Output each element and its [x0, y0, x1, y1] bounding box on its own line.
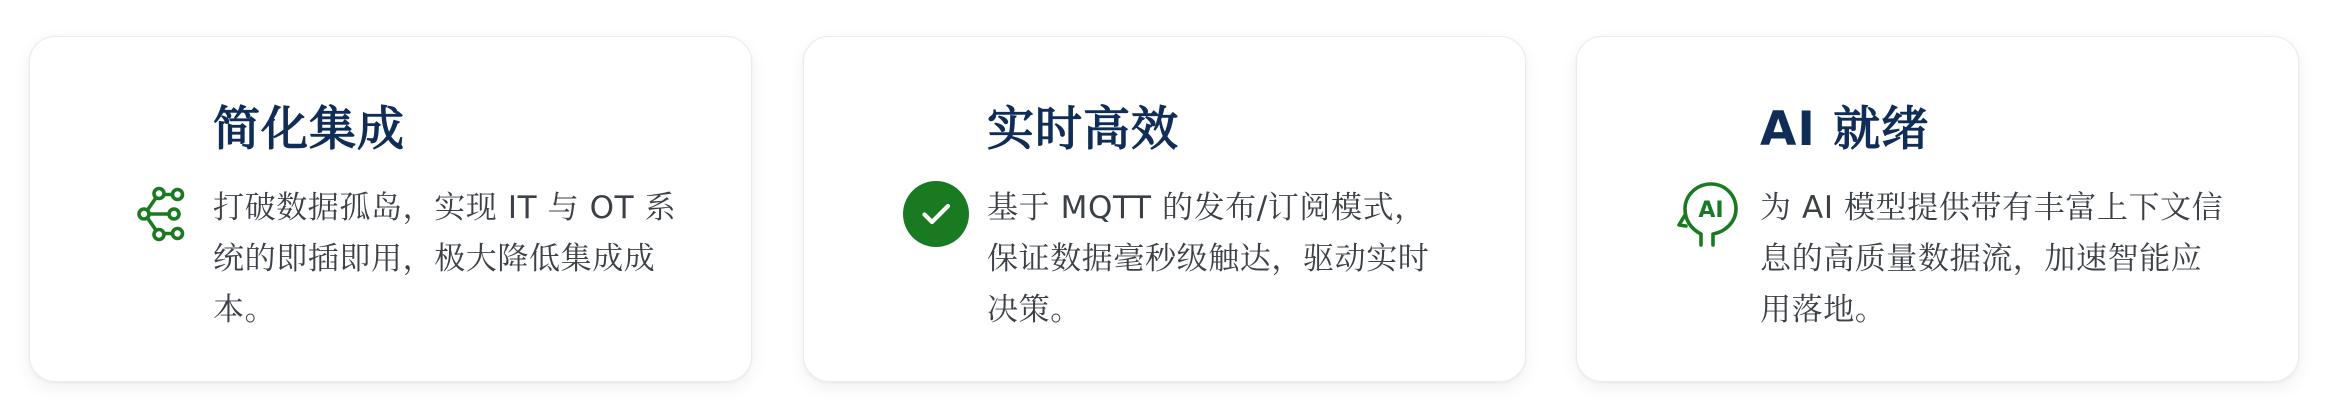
card-title: 实时高效 [987, 102, 1179, 157]
card-title: 简化集成 [213, 102, 405, 157]
network-nodes-icon [126, 178, 198, 250]
card-description: 为 AI 模型提供带有丰富上下文信息的高质量数据流，加速智能应用落地。 [1760, 190, 2224, 328]
feature-card-realtime-efficiency [803, 36, 1526, 382]
card-description: 基于 MQTT 的发布/订阅模式，保证数据毫秒级触达，驱动实时决策。 [987, 190, 1430, 328]
ai-head-icon [1673, 178, 1745, 250]
card-description: 打破数据孤岛，实现 IT 与 OT 系统的即插即用，极大降低集成成本。 [213, 190, 677, 328]
svg-text:AI: AI [1698, 198, 1724, 223]
feature-card-simplified-integration [29, 36, 752, 382]
check-circle-icon [900, 178, 972, 250]
feature-card-ai-ready [1576, 36, 2299, 382]
card-title: AI 就绪 [1760, 102, 1930, 157]
